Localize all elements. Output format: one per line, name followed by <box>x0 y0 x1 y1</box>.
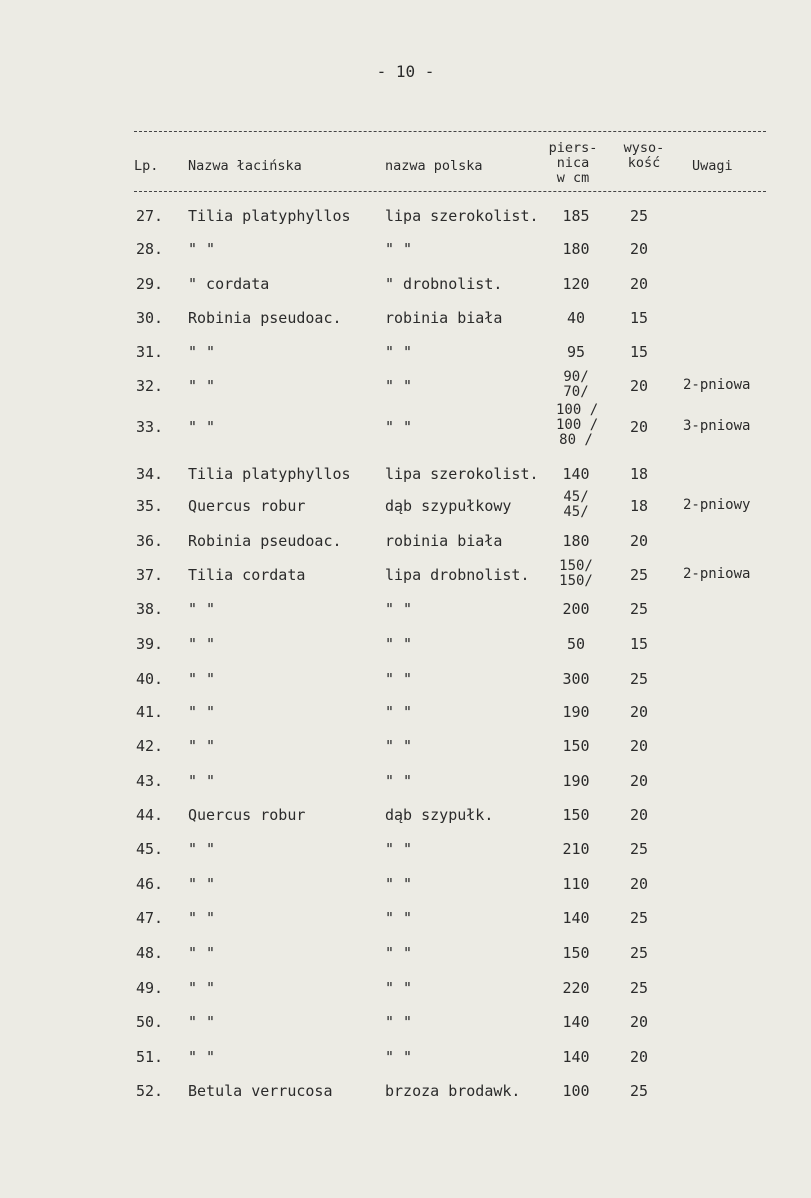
girth-value: 50 <box>566 635 586 653</box>
polish-name: " drobnolist. <box>385 275 503 293</box>
girth-value: 180 <box>562 532 590 550</box>
girth-multi-stem <box>556 559 596 589</box>
height-value: 20 <box>630 875 649 893</box>
table-row <box>0 489 811 531</box>
latin-name: Robinia pseudoac. <box>188 532 342 550</box>
latin-name: Betula verrucosa <box>188 1082 333 1100</box>
row-number: 46. <box>136 875 164 893</box>
latin-name: Tilia platyphyllos <box>188 465 351 483</box>
row-number: 47. <box>136 909 164 927</box>
polish-name: robinia biała <box>385 532 503 550</box>
latin-name: " " <box>188 418 216 436</box>
height-value: 25 <box>630 909 649 927</box>
polish-name: " " <box>385 944 413 962</box>
height-value: 18 <box>630 497 649 515</box>
table-row <box>0 532 811 566</box>
girth-value: 220 <box>562 979 590 997</box>
height-value: 20 <box>630 377 649 395</box>
header-height <box>614 141 674 171</box>
notes-value: 2-pniowa <box>683 377 751 393</box>
table-row <box>0 1013 811 1047</box>
polish-name: " " <box>385 875 413 893</box>
header-girth-line2: nica <box>556 155 590 171</box>
row-number: 42. <box>136 737 164 755</box>
height-value: 15 <box>630 343 649 361</box>
girth-value: 150 <box>562 737 590 755</box>
table-row <box>0 840 811 874</box>
header-rule-top <box>134 131 766 132</box>
latin-name: " " <box>188 737 216 755</box>
table-row <box>0 600 811 634</box>
latin-name: " " <box>188 670 216 688</box>
girth-stem-value: 150/ <box>559 558 593 574</box>
latin-name: " cordata <box>188 275 270 293</box>
height-value: 25 <box>630 944 649 962</box>
row-number: 50. <box>136 1013 164 1031</box>
latin-name: " " <box>188 875 216 893</box>
height-value: 20 <box>630 806 649 824</box>
header-height-line2: kość <box>627 155 661 171</box>
polish-name: " " <box>385 840 413 858</box>
polish-name: " " <box>385 343 413 361</box>
header-girth-line1: piers- <box>548 140 598 156</box>
row-number: 52. <box>136 1082 164 1100</box>
notes-value: 3-pniowa <box>683 418 751 434</box>
row-number: 45. <box>136 840 164 858</box>
polish-name: " " <box>385 909 413 927</box>
girth-stem-value: 100 / <box>556 417 599 433</box>
polish-name: " " <box>385 240 413 258</box>
height-value: 25 <box>630 1082 649 1100</box>
polish-name: brzoza brodawk. <box>385 1082 521 1100</box>
table-row <box>0 944 811 978</box>
height-value: 20 <box>630 1048 649 1066</box>
row-number: 31. <box>136 343 164 361</box>
table-row <box>0 979 811 1013</box>
latin-name: " " <box>188 377 216 395</box>
girth-stem-value: 45/ <box>563 504 589 520</box>
height-value: 20 <box>630 532 649 550</box>
table-row <box>0 806 811 840</box>
latin-name: Quercus robur <box>188 806 306 824</box>
polish-name: " " <box>385 772 413 790</box>
row-number: 30. <box>136 309 164 327</box>
row-number: 40. <box>136 670 164 688</box>
polish-name: " " <box>385 418 413 436</box>
latin-name: " " <box>188 1048 216 1066</box>
latin-name: Quercus robur <box>188 497 306 515</box>
girth-stem-value: 90/ <box>563 369 589 385</box>
girth-value: 190 <box>562 703 590 721</box>
row-number: 28. <box>136 240 164 258</box>
polish-name: lipa szerokolist. <box>385 207 539 225</box>
latin-name: " " <box>188 772 216 790</box>
table-row <box>0 558 811 600</box>
height-value: 15 <box>630 309 649 327</box>
table-row <box>0 909 811 943</box>
table-row <box>0 703 811 737</box>
row-number: 27. <box>136 207 164 225</box>
height-value: 25 <box>630 670 649 688</box>
height-value: 25 <box>630 840 649 858</box>
girth-value: 100 <box>562 1082 590 1100</box>
table-row <box>0 1082 811 1116</box>
row-number: 39. <box>136 635 164 653</box>
girth-value: 210 <box>562 840 590 858</box>
girth-value: 140 <box>562 465 590 483</box>
latin-name: " " <box>188 343 216 361</box>
girth-value: 200 <box>562 600 590 618</box>
girth-value: 150 <box>562 806 590 824</box>
height-value: 25 <box>630 566 649 584</box>
table-row <box>0 737 811 771</box>
row-number: 38. <box>136 600 164 618</box>
notes-value: 2-pniowy <box>683 497 751 513</box>
table-row <box>0 465 811 499</box>
row-number: 34. <box>136 465 164 483</box>
girth-multi-stem <box>556 370 596 400</box>
girth-value: 95 <box>566 343 586 361</box>
polish-name: " " <box>385 737 413 755</box>
latin-name: " " <box>188 1013 216 1031</box>
girth-value: 180 <box>562 240 590 258</box>
girth-multi-stem <box>556 402 599 448</box>
polish-name: lipa drobnolist. <box>385 566 530 584</box>
row-number: 35. <box>136 497 164 515</box>
polish-name: " " <box>385 635 413 653</box>
height-value: 20 <box>630 772 649 790</box>
header-girth-line3: w cm <box>556 170 590 186</box>
latin-name: " " <box>188 635 216 653</box>
row-number: 41. <box>136 703 164 721</box>
header-rule-bottom <box>134 191 766 192</box>
table-row <box>0 207 811 241</box>
height-value: 20 <box>630 1013 649 1031</box>
polish-name: " " <box>385 600 413 618</box>
table-row <box>0 875 811 909</box>
polish-name: robinia biała <box>385 309 503 327</box>
header-girth <box>533 141 613 186</box>
latin-name: Tilia platyphyllos <box>188 207 351 225</box>
polish-name: dąb szypułk. <box>385 806 494 824</box>
notes-value: 2-pniowa <box>683 566 751 582</box>
height-value: 20 <box>630 418 649 436</box>
table-row <box>0 402 811 452</box>
table-row <box>0 1048 811 1082</box>
girth-value: 120 <box>562 275 590 293</box>
header-latin-name: Nazwa łacińska <box>188 158 302 174</box>
row-number: 36. <box>136 532 164 550</box>
latin-name: " " <box>188 840 216 858</box>
row-number: 43. <box>136 772 164 790</box>
girth-stem-value: 100 / <box>556 402 599 418</box>
height-value: 20 <box>630 275 649 293</box>
girth-multi-stem <box>556 490 596 520</box>
row-number: 37. <box>136 566 164 584</box>
polish-name: " " <box>385 1013 413 1031</box>
row-number: 29. <box>136 275 164 293</box>
table-row <box>0 670 811 704</box>
table-row <box>0 309 811 343</box>
girth-value: 140 <box>562 909 590 927</box>
table-row <box>0 275 811 309</box>
row-number: 32. <box>136 377 164 395</box>
latin-name: " " <box>188 944 216 962</box>
row-number: 51. <box>136 1048 164 1066</box>
header-height-line1: wyso- <box>623 140 665 156</box>
table-row <box>0 240 811 274</box>
height-value: 20 <box>630 737 649 755</box>
girth-stem-value: 150/ <box>559 573 593 589</box>
latin-name: " " <box>188 240 216 258</box>
height-value: 15 <box>630 635 649 653</box>
polish-name: " " <box>385 703 413 721</box>
girth-value: 300 <box>562 670 590 688</box>
girth-value: 40 <box>566 309 586 327</box>
girth-stem-value: 70/ <box>563 384 589 400</box>
latin-name: Tilia cordata <box>188 566 306 584</box>
polish-name: lipa szerokolist. <box>385 465 539 483</box>
page-number: - 10 - <box>376 62 435 81</box>
latin-name: Robinia pseudoac. <box>188 309 342 327</box>
latin-name: " " <box>188 979 216 997</box>
polish-name: " " <box>385 979 413 997</box>
table-row <box>0 343 811 377</box>
table-row <box>0 369 811 411</box>
height-value: 25 <box>630 979 649 997</box>
height-value: 18 <box>630 465 649 483</box>
polish-name: " " <box>385 1048 413 1066</box>
polish-name: " " <box>385 670 413 688</box>
row-number: 49. <box>136 979 164 997</box>
girth-value: 140 <box>562 1048 590 1066</box>
girth-value: 150 <box>562 944 590 962</box>
latin-name: " " <box>188 703 216 721</box>
height-value: 20 <box>630 240 649 258</box>
table-row <box>0 772 811 806</box>
latin-name: " " <box>188 909 216 927</box>
girth-value: 185 <box>562 207 590 225</box>
table-row <box>0 635 811 669</box>
row-number: 44. <box>136 806 164 824</box>
row-number: 48. <box>136 944 164 962</box>
girth-stem-value: 80 / <box>559 432 593 448</box>
girth-value: 190 <box>562 772 590 790</box>
latin-name: " " <box>188 600 216 618</box>
polish-name: dąb szypułkowy <box>385 497 512 515</box>
girth-stem-value: 45/ <box>563 489 589 505</box>
height-value: 20 <box>630 703 649 721</box>
height-value: 25 <box>630 600 649 618</box>
header-polish-name: nazwa polska <box>385 158 483 174</box>
girth-value: 140 <box>562 1013 590 1031</box>
height-value: 25 <box>630 207 649 225</box>
header-notes: Uwagi <box>692 158 733 174</box>
girth-value: 110 <box>562 875 590 893</box>
header-lp: Lp. <box>134 158 159 174</box>
polish-name: " " <box>385 377 413 395</box>
row-number: 33. <box>136 418 164 436</box>
